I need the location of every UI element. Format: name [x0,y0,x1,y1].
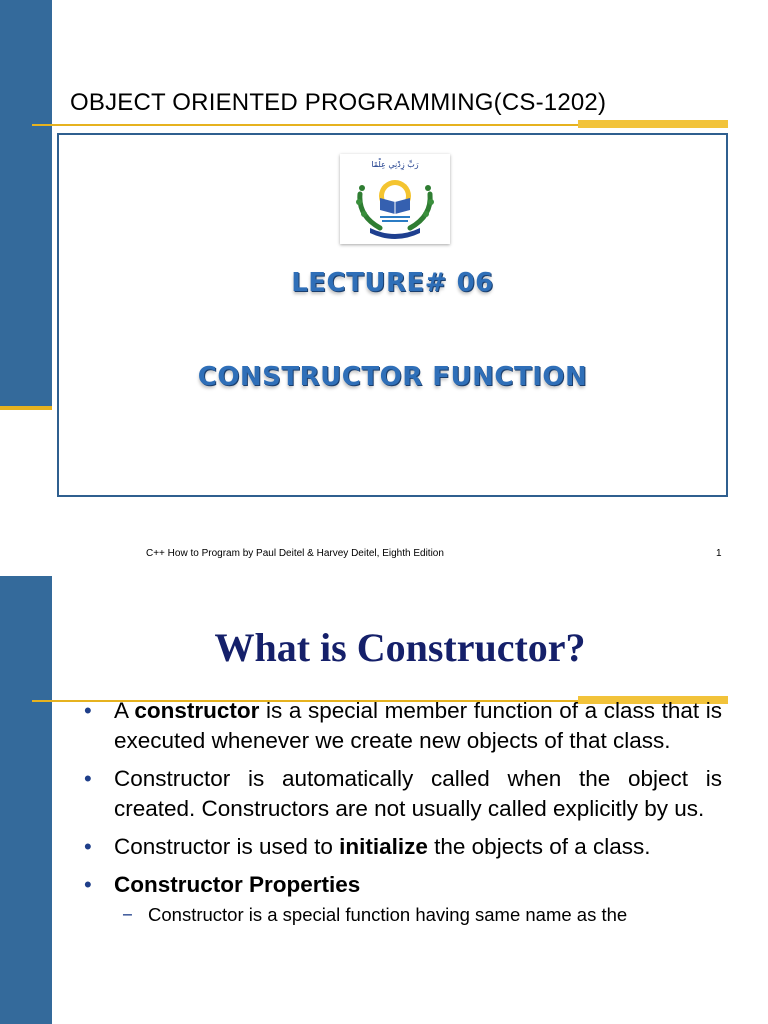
sidebar-accent-bar [0,0,52,408]
page-number: 1 [716,548,722,559]
bullet-item: • Constructor is used to initialize the objects of a class. [84,832,722,862]
university-logo [340,154,450,244]
title-content-box [57,133,728,497]
footer-source: C++ How to Program by Paul Deitel & Harvey Deitel, Eighth Edition [146,548,444,559]
bullet-item: • Constructor Properties [84,870,722,900]
bullet-icon: • [84,698,92,723]
content-slide [0,576,768,1024]
dash-icon: − [122,904,133,925]
bullet-icon: • [84,872,92,897]
bullet-list [84,696,722,936]
sub-bullet-item: − Constructor is a special function having same name as the [84,902,722,928]
bullet-item: • A constructor is a special member function of a class that is executed whenever we create new objects of that class. [84,698,722,753]
slide-separator [0,566,768,576]
crest-icon [340,154,450,244]
bullet-icon: • [84,834,92,859]
bullet-item: • Constructor is automatically called when the object is created. Constructors are not usually called explicitly by us. [84,766,722,821]
title-rule-accent [578,120,728,128]
slide-heading: What is Constructor? [214,625,586,670]
logo-motto: رَبِّ زِدْنِي عِلْمًا [371,160,419,169]
bullet-icon: • [84,766,92,791]
course-title: OBJECT ORIENTED PROGRAMMING(CS-1202) [70,89,607,116]
sidebar-gold-edge [0,406,52,410]
lecture-topic: CONSTRUCTOR FUNCTION [197,362,588,392]
lecture-number: LECTURE# 06 [291,268,494,298]
